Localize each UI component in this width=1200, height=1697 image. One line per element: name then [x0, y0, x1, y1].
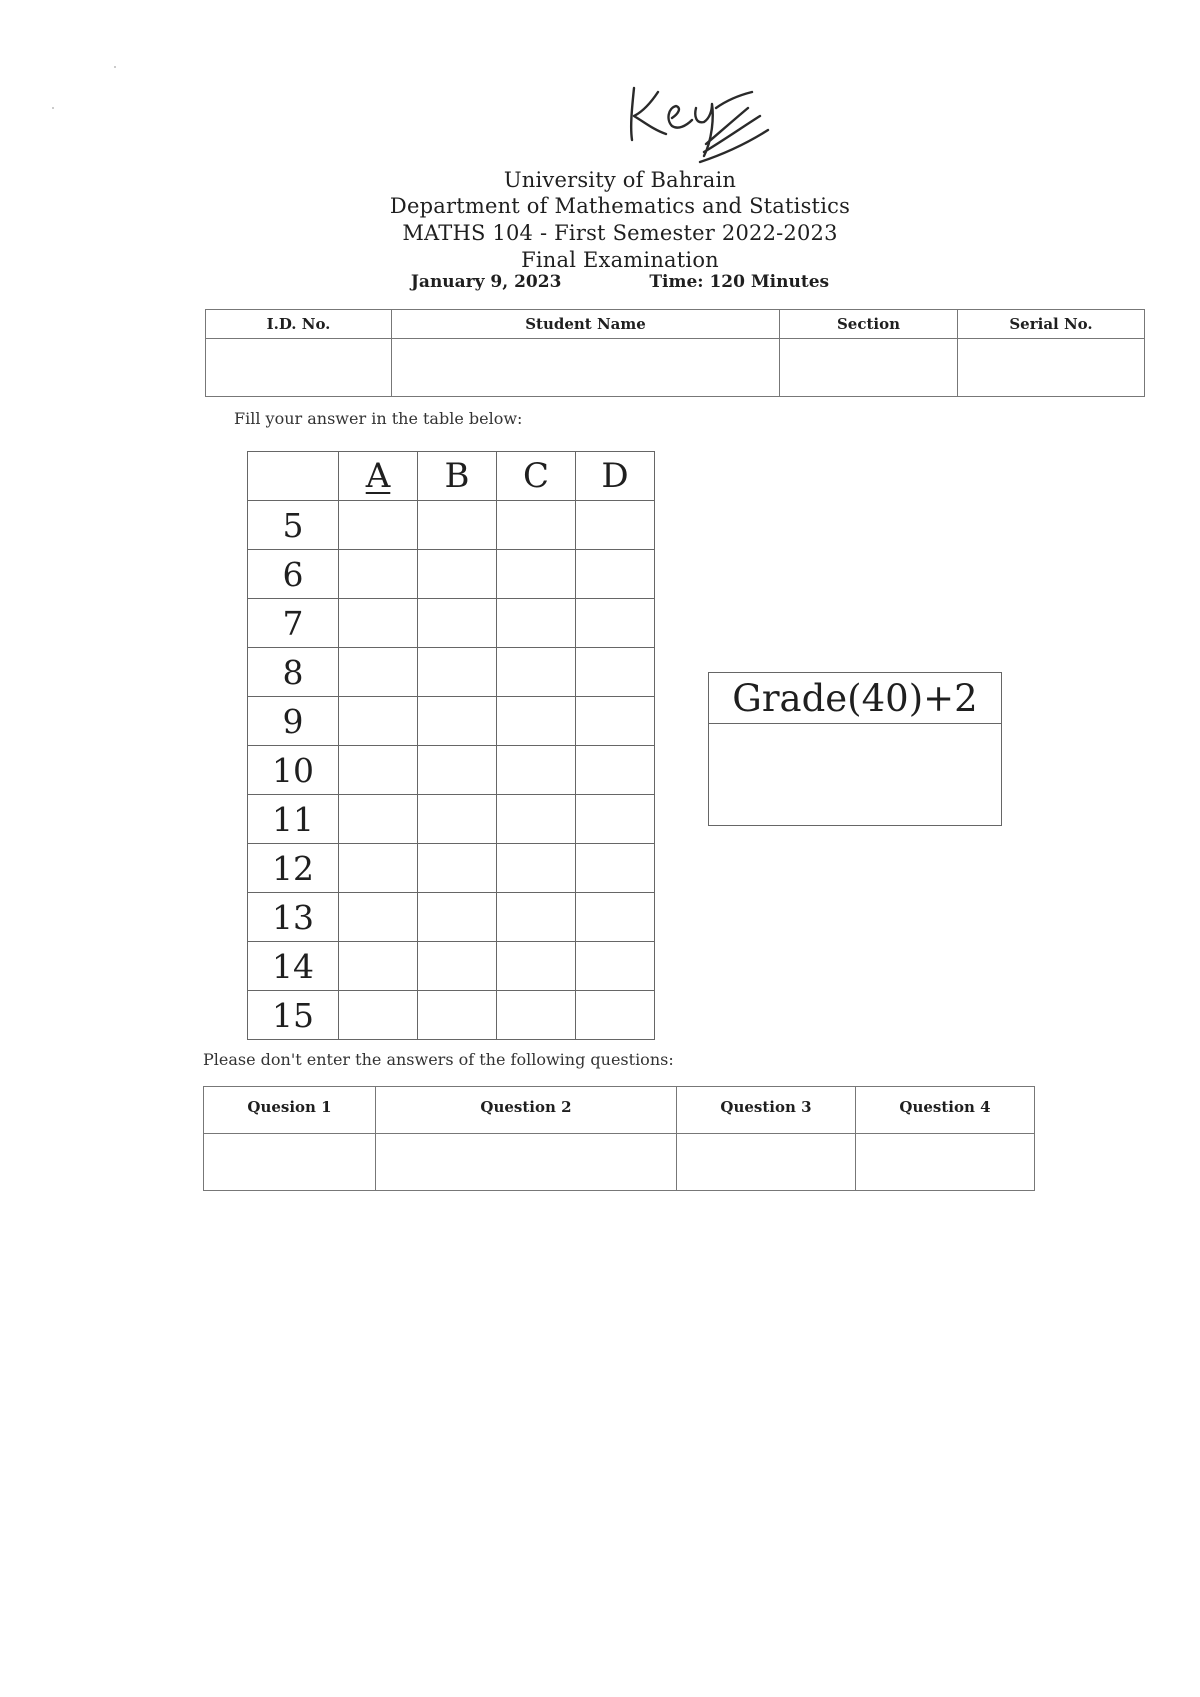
answer-cell-a[interactable] [339, 599, 418, 648]
answer-cell-c[interactable] [497, 746, 576, 795]
question-3-score[interactable] [677, 1134, 856, 1191]
exam-date: January 9, 2023 [410, 272, 562, 292]
answer-cell-b[interactable] [418, 550, 497, 599]
answer-cell-d[interactable] [576, 795, 655, 844]
question-4-score[interactable] [856, 1134, 1035, 1191]
answer-cell-d[interactable] [576, 697, 655, 746]
answer-row [248, 795, 655, 844]
serial-number-header: Serial No. [958, 310, 1145, 339]
answer-grid-corner [248, 452, 339, 501]
question-number: 14 [248, 942, 339, 991]
id-number-header: I.D. No. [206, 310, 392, 339]
scan-speck [52, 107, 54, 109]
answer-cell-b[interactable] [418, 795, 497, 844]
answer-cell-d[interactable] [576, 599, 655, 648]
choice-header-b: B [418, 452, 497, 501]
question-2-score[interactable] [376, 1134, 677, 1191]
choice-header-a [339, 452, 418, 501]
id-number-field[interactable] [206, 339, 392, 397]
answer-cell-d[interactable] [576, 746, 655, 795]
question-number: 10 [248, 746, 339, 795]
question-3-header: Question 3 [677, 1087, 856, 1134]
question-4-header: Question 4 [856, 1087, 1035, 1134]
question-number: 11 [248, 795, 339, 844]
question-1-header: Quesion 1 [204, 1087, 376, 1134]
answer-row [248, 991, 655, 1040]
scan-speck [114, 66, 116, 68]
answer-cell-a[interactable] [339, 501, 418, 550]
answer-row [248, 648, 655, 697]
answer-cell-c[interactable] [497, 550, 576, 599]
written-questions-table [203, 1086, 1035, 1191]
answer-cell-a[interactable] [339, 746, 418, 795]
university-name: University of Bahrain [503, 168, 737, 192]
question-number: 7 [248, 599, 339, 648]
answer-cell-d[interactable] [576, 991, 655, 1040]
handwritten-key-mark [620, 78, 790, 168]
do-not-enter-instruction: Please don't enter the answers of the following questions: [203, 1050, 674, 1069]
answer-row [248, 697, 655, 746]
answer-cell-c[interactable] [497, 991, 576, 1040]
answer-cell-b[interactable] [418, 599, 497, 648]
answer-cell-a[interactable] [339, 991, 418, 1040]
answer-cell-b[interactable] [418, 648, 497, 697]
answer-cell-c[interactable] [497, 795, 576, 844]
answer-cell-a[interactable] [339, 648, 418, 697]
answer-row [248, 599, 655, 648]
answer-cell-c[interactable] [497, 501, 576, 550]
answer-cell-c[interactable] [497, 942, 576, 991]
answer-cell-c[interactable] [497, 893, 576, 942]
answer-cell-a[interactable] [339, 942, 418, 991]
answer-cell-c[interactable] [497, 697, 576, 746]
answer-cell-d[interactable] [576, 550, 655, 599]
answer-cell-b[interactable] [418, 991, 497, 1040]
answer-cell-a[interactable] [339, 893, 418, 942]
answer-cell-b[interactable] [418, 942, 497, 991]
grade-value[interactable] [709, 724, 1001, 824]
section-header: Section [780, 310, 958, 339]
question-2-header: Question 2 [376, 1087, 677, 1134]
answer-cell-c[interactable] [497, 844, 576, 893]
answer-cell-a[interactable] [339, 550, 418, 599]
section-field[interactable] [780, 339, 958, 397]
answer-cell-d[interactable] [576, 648, 655, 697]
question-number: 15 [248, 991, 339, 1040]
choice-label-a: A [365, 456, 391, 496]
answer-cell-a[interactable] [339, 697, 418, 746]
question-number: 13 [248, 893, 339, 942]
answer-cell-d[interactable] [576, 942, 655, 991]
choice-header-c: C [497, 452, 576, 501]
student-name-field[interactable] [392, 339, 780, 397]
answer-cell-b[interactable] [418, 697, 497, 746]
answer-cell-d[interactable] [576, 893, 655, 942]
answer-cell-b[interactable] [418, 746, 497, 795]
question-number: 12 [248, 844, 339, 893]
answer-cell-d[interactable] [576, 844, 655, 893]
answer-cell-b[interactable] [418, 501, 497, 550]
answer-row [248, 893, 655, 942]
grade-box [708, 672, 1002, 826]
answer-row [248, 942, 655, 991]
serial-number-field[interactable] [958, 339, 1145, 397]
answer-grid [247, 451, 655, 1040]
grade-label: Grade(40)+2 [709, 673, 1001, 724]
answer-row [248, 844, 655, 893]
answer-cell-c[interactable] [497, 648, 576, 697]
exam-duration: Time: 120 Minutes [649, 272, 830, 292]
question-number: 9 [248, 697, 339, 746]
answer-cell-c[interactable] [497, 599, 576, 648]
choice-header-d: D [576, 452, 655, 501]
answer-cell-a[interactable] [339, 795, 418, 844]
answer-cell-d[interactable] [576, 501, 655, 550]
answer-row [248, 501, 655, 550]
answer-grid-body [248, 501, 655, 1040]
student-name-header: Student Name [392, 310, 780, 339]
date-time-line [0, 272, 1200, 292]
department-name: Department of Mathematics and Statistics [389, 194, 851, 218]
answer-instruction: Fill your answer in the table below: [234, 409, 523, 428]
answer-cell-b[interactable] [418, 844, 497, 893]
student-info-table [205, 309, 1145, 397]
question-1-score[interactable] [204, 1134, 376, 1191]
question-number: 6 [248, 550, 339, 599]
answer-cell-a[interactable] [339, 844, 418, 893]
question-number: 8 [248, 648, 339, 697]
answer-row [248, 550, 655, 599]
answer-cell-b[interactable] [418, 893, 497, 942]
answer-row [248, 746, 655, 795]
question-number: 5 [248, 501, 339, 550]
course-title: MATHS 104 - First Semester 2022-2023 [402, 221, 838, 245]
exam-title: Final Examination [521, 248, 719, 272]
